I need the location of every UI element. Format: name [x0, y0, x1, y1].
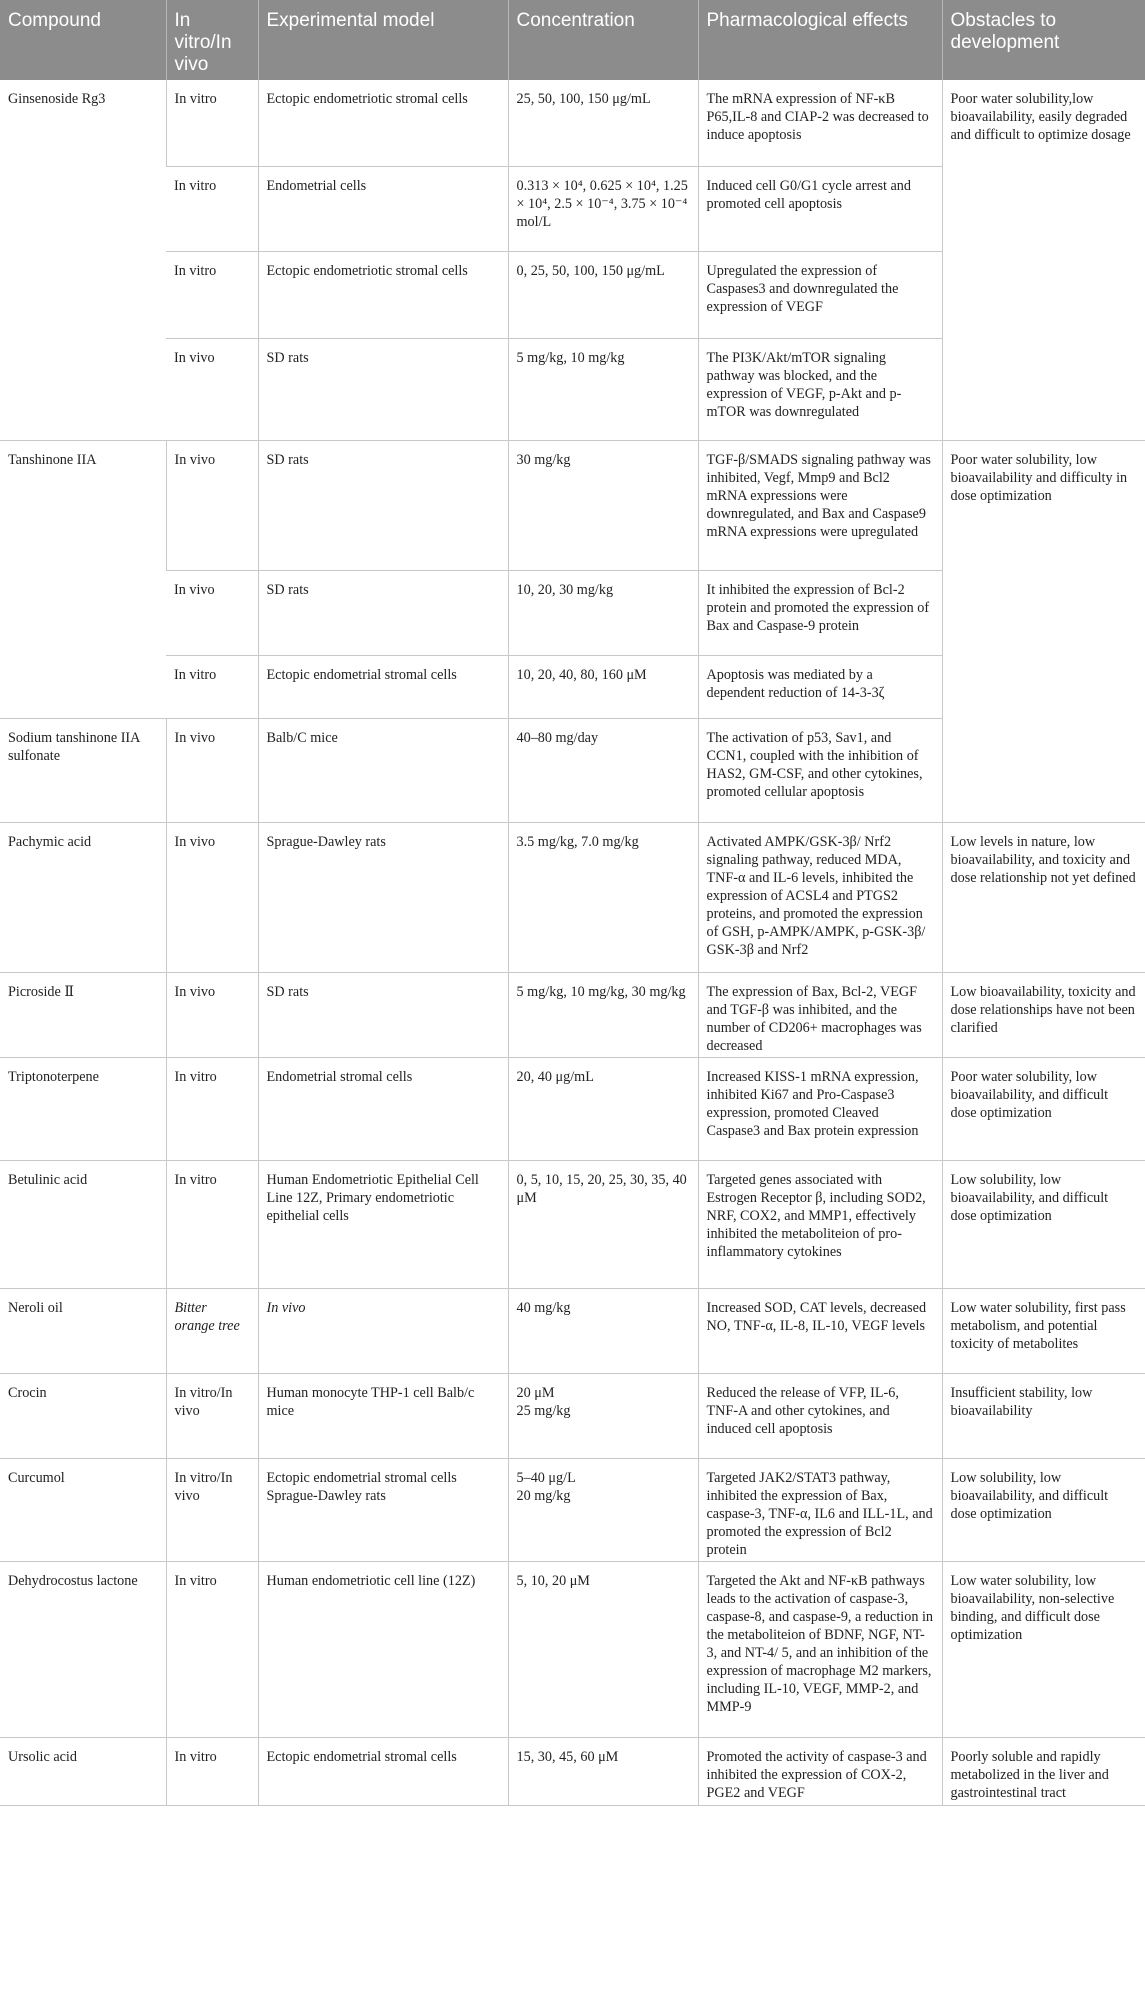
effects-cell: Induced cell G0/G1 cycle arrest and promoted cell apoptosis — [698, 166, 942, 251]
experimental-model-cell: SD rats — [258, 338, 508, 440]
header-compound: Compound — [0, 0, 166, 80]
experimental-model-cell: Endometrial stromal cells — [258, 1057, 508, 1160]
header-row — [0, 0, 1145, 80]
obstacles-cell: Insufficient stability, low bioavailability — [942, 1373, 1145, 1458]
model-type-cell: In vivo — [166, 718, 258, 822]
experimental-model-cell: Ectopic endometrial stromal cells — [258, 1737, 508, 1805]
effects-cell: Promoted the activity of caspase-3 and inhibited the expression of COX-2, PGE2 and VEGF — [698, 1737, 942, 1805]
model-type-cell: In vitro/In vivo — [166, 1458, 258, 1561]
compound-cell: Neroli oil — [0, 1288, 166, 1373]
model-type-cell: In vitro — [166, 166, 258, 251]
header-effects: Pharmacological effects — [698, 0, 942, 80]
header-obstacles: Obstacles to development — [942, 0, 1145, 80]
effects-cell: Increased KISS-1 mRNA expression, inhibited Ki67 and Pro-Caspase3 expression, promoted Cleaved Caspase3 and Bax protein expression — [698, 1057, 942, 1160]
model-type-cell: In vivo — [166, 570, 258, 655]
concentration-cell: 40–80 mg/day — [508, 718, 698, 822]
experimental-model-cell: Balb/C mice — [258, 718, 508, 822]
model-type-cell: In vitro — [166, 655, 258, 718]
model-type-cell: In vitro — [166, 1057, 258, 1160]
concentration-cell: 5 mg/kg, 10 mg/kg, 30 mg/kg — [508, 972, 698, 1057]
table-row — [0, 1288, 1145, 1373]
obstacles-cell: Poor water solubility, low bioavailability, and difficult dose optimization — [942, 1057, 1145, 1160]
compound-cell: Tanshinone IIA — [0, 440, 166, 718]
table-row — [0, 80, 1145, 166]
obstacles-cell: Low water solubility, low bioavailability, non-selective binding, and difficult dose optimization — [942, 1561, 1145, 1737]
effects-cell: The mRNA expression of NF-κB P65,IL-8 and CIAP-2 was decreased to induce apoptosis — [698, 80, 942, 166]
model-type-cell: In vivo — [166, 972, 258, 1057]
obstacles-cell: Low solubility, low bioavailability, and difficult dose optimization — [942, 1458, 1145, 1561]
experimental-model-cell: Human monocyte THP-1 cell Balb/c mice — [258, 1373, 508, 1458]
obstacles-cell: Poorly soluble and rapidly metabolized in the liver and gastrointestinal tract — [942, 1737, 1145, 1805]
effects-cell: Targeted the Akt and NF-κB pathways leads to the activation of caspase-3, caspase-8, and caspase-9, a reduction in the metaboliteion of BDNF, NGF, NT-3, and NT-4/ 5, and an inhibition of the expression of macrophage M2 markers, including IL-10, VEGF, MMP-2, and MMP-9 — [698, 1561, 942, 1737]
model-type-cell: In vitro — [166, 1160, 258, 1288]
concentration-cell: 10, 20, 30 mg/kg — [508, 570, 698, 655]
header-concentration: Concentration — [508, 0, 698, 80]
obstacles-cell: Poor water solubility, low bioavailability and difficulty in dose optimization — [942, 440, 1145, 822]
table-row — [0, 1160, 1145, 1288]
compound-cell: Crocin — [0, 1373, 166, 1458]
compound-cell: Sodium tanshinone IIA sulfonate — [0, 718, 166, 822]
concentration-cell: 5–40 μg/L 20 mg/kg — [508, 1458, 698, 1561]
experimental-model-cell: Ectopic endometrial stromal cells Sprague-Dawley rats — [258, 1458, 508, 1561]
obstacles-cell: Low water solubility, first pass metabolism, and potential toxicity of metabolites — [942, 1288, 1145, 1373]
compound-cell: Triptonoterpene — [0, 1057, 166, 1160]
concentration-cell: 5, 10, 20 μM — [508, 1561, 698, 1737]
header-experimental-model: Experimental model — [258, 0, 508, 80]
effects-cell: Reduced the release of VFP, IL-6, TNF-A and other cytokines, and induced cell apoptosis — [698, 1373, 942, 1458]
table-row — [0, 822, 1145, 972]
obstacles-cell: Low bioavailability, toxicity and dose relationships have not been clarified — [942, 972, 1145, 1057]
model-type-cell: In vitro — [166, 1737, 258, 1805]
effects-cell: TGF-β/SMADS signaling pathway was inhibited, Vegf, Mmp9 and Bcl2 mRNA expressions were downregulated, and Bax and Caspase9 mRNA expressions were upregulated — [698, 440, 942, 570]
compound-cell: Curcumol — [0, 1458, 166, 1561]
compound-cell: Ginsenoside Rg3 — [0, 80, 166, 440]
model-type-cell: In vitro — [166, 1561, 258, 1737]
effects-cell: Upregulated the expression of Caspases3 and downregulated the expression of VEGF — [698, 251, 942, 338]
concentration-cell: 20 μM 25 mg/kg — [508, 1373, 698, 1458]
concentration-cell: 25, 50, 100, 150 μg/mL — [508, 80, 698, 166]
model-type-cell: Bitter orange tree — [166, 1288, 258, 1373]
experimental-model-cell: Ectopic endometriotic stromal cells — [258, 251, 508, 338]
experimental-model-cell: SD rats — [258, 972, 508, 1057]
model-type-cell: In vivo — [166, 338, 258, 440]
table-row — [0, 440, 1145, 570]
table-row — [0, 1373, 1145, 1458]
header-model-type: In vitro/In vivo — [166, 0, 258, 80]
concentration-cell: 0, 25, 50, 100, 150 μg/mL — [508, 251, 698, 338]
effects-cell: The PI3K/Akt/mTOR signaling pathway was blocked, and the expression of VEGF, p-Akt and p-mTOR was downregulated — [698, 338, 942, 440]
experimental-model-cell: Endometrial cells — [258, 166, 508, 251]
effects-cell: Targeted genes associated with Estrogen Receptor β, including SOD2, NRF, COX2, and MMP1, effectively inhibited the metaboliteion of pro-inflammatory cytokines — [698, 1160, 942, 1288]
compound-cell: Picroside Ⅱ — [0, 972, 166, 1057]
model-type-cell: In vivo — [166, 440, 258, 570]
concentration-cell: 0, 5, 10, 15, 20, 25, 30, 35, 40 μM — [508, 1160, 698, 1288]
table-row — [0, 1057, 1145, 1160]
model-type-cell: In vivo — [166, 822, 258, 972]
experimental-model-cell: Human endometriotic cell line (12Z) — [258, 1561, 508, 1737]
obstacles-cell: Low solubility, low bioavailability, and difficult dose optimization — [942, 1160, 1145, 1288]
concentration-cell: 5 mg/kg, 10 mg/kg — [508, 338, 698, 440]
concentration-cell: 0.313 × 10⁴, 0.625 × 10⁴, 1.25 × 10⁴, 2.5 × 10⁻⁴, 3.75 × 10⁻⁴ mol/L — [508, 166, 698, 251]
effects-cell: The expression of Bax, Bcl-2, VEGF and TGF-β was inhibited, and the number of CD206+ macrophages was decreased — [698, 972, 942, 1057]
table-row — [0, 1458, 1145, 1561]
effects-cell: Increased SOD, CAT levels, decreased NO, TNF-α, IL-8, IL-10, VEGF levels — [698, 1288, 942, 1373]
compound-cell: Pachymic acid — [0, 822, 166, 972]
concentration-cell: 3.5 mg/kg, 7.0 mg/kg — [508, 822, 698, 972]
effects-cell: It inhibited the expression of Bcl-2 protein and promoted the expression of Bax and Caspase-9 protein — [698, 570, 942, 655]
experimental-model-cell: Human Endometriotic Epithelial Cell Line 12Z, Primary endometriotic epithelial cells — [258, 1160, 508, 1288]
compound-cell: Dehydrocostus lactone — [0, 1561, 166, 1737]
effects-cell: Apoptosis was mediated by a dependent reduction of 14-3-3ζ — [698, 655, 942, 718]
model-type-cell: In vitro — [166, 80, 258, 166]
table-row — [0, 972, 1145, 1057]
model-type-cell: In vitro/In vivo — [166, 1373, 258, 1458]
compound-cell: Ursolic acid — [0, 1737, 166, 1805]
experimental-model-cell: Ectopic endometrial stromal cells — [258, 655, 508, 718]
table-row — [0, 1561, 1145, 1737]
model-type-cell: In vitro — [166, 251, 258, 338]
concentration-cell: 15, 30, 45, 60 μM — [508, 1737, 698, 1805]
experimental-model-cell: Sprague-Dawley rats — [258, 822, 508, 972]
obstacles-cell: Poor water solubility,low bioavailability, easily degraded and difficult to optimize dosage — [942, 80, 1145, 440]
compound-cell: Betulinic acid — [0, 1160, 166, 1288]
effects-cell: Targeted JAK2/STAT3 pathway, inhibited the expression of Bax, caspase-3, TNF-α, IL6 and ILL-1L, and promoted the expression of Bcl2 protein — [698, 1458, 942, 1561]
obstacles-cell: Low levels in nature, low bioavailability, and toxicity and dose relationship not yet defined — [942, 822, 1145, 972]
concentration-cell: 20, 40 μg/mL — [508, 1057, 698, 1160]
concentration-cell: 30 mg/kg — [508, 440, 698, 570]
table-row — [0, 1737, 1145, 1805]
experimental-model-cell: Ectopic endometriotic stromal cells — [258, 80, 508, 166]
experimental-model-cell: SD rats — [258, 440, 508, 570]
experimental-model-cell: In vivo — [258, 1288, 508, 1373]
concentration-cell: 10, 20, 40, 80, 160 μM — [508, 655, 698, 718]
experimental-model-cell: SD rats — [258, 570, 508, 655]
effects-cell: Activated AMPK/GSK-3β/ Nrf2 signaling pathway, reduced MDA, TNF-α and IL-6 levels, inhibited the expression of ACSL4 and PTGS2 proteins, and promoted the expression of GSH, p-AMPK/AMPK, p-GSK-3β/ GSK-3β and Nrf2 — [698, 822, 942, 972]
effects-cell: The activation of p53, Sav1, and CCN1, coupled with the inhibition of HAS2, GM-CSF, and other cytokines, promoted cellular apoptosis — [698, 718, 942, 822]
concentration-cell: 40 mg/kg — [508, 1288, 698, 1373]
